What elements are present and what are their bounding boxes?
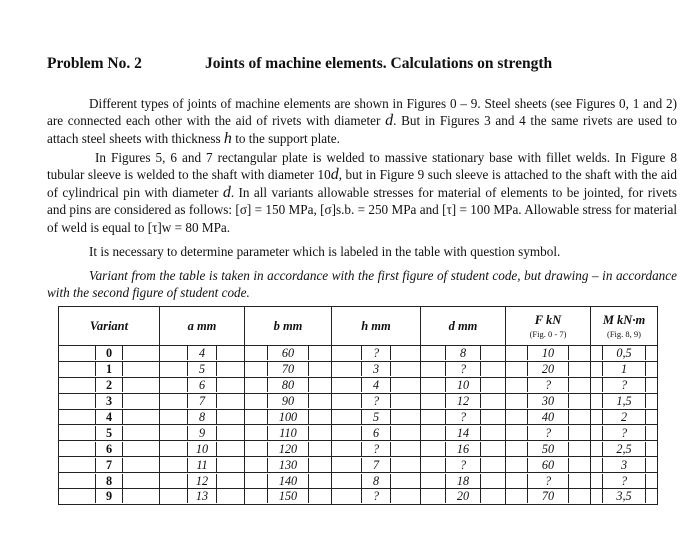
header-f-label: F kN — [534, 313, 562, 327]
table-row — [59, 346, 658, 362]
cell-value: 12 — [445, 394, 481, 408]
table-header-row — [59, 307, 658, 346]
cell-b — [245, 457, 332, 473]
cell-m — [591, 377, 658, 393]
header-f — [506, 307, 591, 346]
cell-value: 8 — [445, 346, 481, 360]
cell-variant — [59, 409, 160, 425]
cell-value: ? — [602, 426, 646, 440]
symbol-d: d — [385, 112, 394, 130]
cell-m — [591, 361, 658, 377]
cell-value: ? — [361, 346, 391, 360]
cell-a — [160, 377, 245, 393]
cell-value: 0,5 — [602, 346, 646, 360]
cell-b — [245, 393, 332, 409]
cell-m — [591, 489, 658, 505]
header-variant: Variant — [59, 307, 160, 346]
cell-value: 6 — [187, 378, 217, 392]
header-d: d mm — [421, 307, 506, 346]
cell-value: 20 — [527, 362, 569, 376]
cell-value: 100 — [267, 410, 309, 424]
cell-b — [245, 425, 332, 441]
cell-value: ? — [445, 362, 481, 376]
cell-value: ? — [445, 410, 481, 424]
cell-value: 11 — [187, 458, 217, 472]
cell-value: ? — [361, 489, 391, 503]
table-row — [59, 409, 658, 425]
cell-f — [506, 346, 591, 362]
cell-h — [332, 409, 421, 425]
cell-h — [332, 473, 421, 489]
cell-d — [421, 489, 506, 505]
cell-f — [506, 457, 591, 473]
cell-value: ? — [602, 378, 646, 392]
cell-m — [591, 393, 658, 409]
table-row — [59, 425, 658, 441]
cell-d — [421, 473, 506, 489]
cell-a — [160, 457, 245, 473]
cell-value: 2 — [95, 378, 123, 392]
cell-value: 40 — [527, 410, 569, 424]
symbol-d: d — [222, 183, 231, 201]
cell-d — [421, 441, 506, 457]
text-segment: . But in Figures 3 and 4 the same rivets are used to attach steel sheets with thickness — [47, 113, 677, 146]
cell-h — [332, 425, 421, 441]
table-row — [59, 457, 658, 473]
cell-value: 1,5 — [602, 394, 646, 408]
cell-value: 3 — [95, 394, 123, 408]
cell-b — [245, 409, 332, 425]
cell-value: 4 — [95, 410, 123, 424]
cell-m — [591, 425, 658, 441]
cell-a — [160, 409, 245, 425]
cell-a — [160, 361, 245, 377]
cell-value: ? — [527, 474, 569, 488]
text-segment: Different types of joints of machine elements are shown in Figures 0 – 9. Steel sheets (see Figures 0, 1 and 2) are connected each other with the aid of rivets with diameter — [47, 96, 677, 129]
paragraph-variant-note — [47, 267, 677, 302]
cell-value: 12 — [187, 474, 217, 488]
cell-value: ? — [527, 378, 569, 392]
cell-value: 6 — [95, 442, 123, 456]
cell-value: 80 — [267, 378, 309, 392]
text-segment: , but in Figure 9 such sleeve is attached to the shaft with the aid of cylindrical pin with diameter — [47, 167, 677, 200]
cell-value: 14 — [445, 426, 481, 440]
symbol-d: d — [330, 166, 339, 184]
cell-f — [506, 409, 591, 425]
cell-value: 8 — [95, 474, 123, 488]
cell-value: ? — [602, 474, 646, 488]
cell-variant — [59, 489, 160, 505]
cell-m — [591, 473, 658, 489]
header-a: a mm — [160, 307, 245, 346]
cell-b — [245, 377, 332, 393]
cell-f — [506, 377, 591, 393]
cell-a — [160, 441, 245, 457]
cell-m — [591, 409, 658, 425]
cell-value: 3 — [602, 458, 646, 472]
text-segment: In Figures 5, 6 and 7 rectangular plate is welded to massive stationary base with fillet welds. In Figure 8 tubular sleeve is welded to the shaft with diameter 10 — [47, 150, 677, 183]
cell-value: 120 — [267, 442, 309, 456]
cell-value: 7 — [361, 458, 391, 472]
table-row — [59, 473, 658, 489]
cell-value: 9 — [187, 426, 217, 440]
cell-value: 0 — [95, 346, 123, 360]
cell-value: 8 — [187, 410, 217, 424]
text-segment: . In all variants allowable stresses for material of elements to be jointed, for rivets and pins are considered as follows: [σ] = 150 MPa, [σ]s.b. = 250 MPa and [τ] = 100 MPa. Allowable stress for material of weld is equal to [τ]w = 80 MPa. — [47, 184, 677, 235]
cell-value: ? — [361, 442, 391, 456]
cell-variant — [59, 473, 160, 489]
cell-d — [421, 409, 506, 425]
cell-value: ? — [445, 458, 481, 472]
cell-value: 140 — [267, 474, 309, 488]
cell-b — [245, 346, 332, 362]
cell-h — [332, 346, 421, 362]
cell-value: 150 — [267, 489, 309, 503]
cell-d — [421, 393, 506, 409]
text-segment: It is necessary to determine parameter which is labeled in the table with question symbol. — [89, 244, 561, 259]
header-m-label: M kN·m — [602, 313, 646, 327]
header-m-sub: (Fig. 8, 9) — [607, 329, 641, 339]
cell-value: 90 — [267, 394, 309, 408]
cell-d — [421, 377, 506, 393]
cell-variant — [59, 361, 160, 377]
cell-variant — [59, 346, 160, 362]
cell-variant — [59, 441, 160, 457]
variants-table — [58, 306, 658, 505]
cell-d — [421, 361, 506, 377]
table-row — [59, 361, 658, 377]
cell-value: 70 — [527, 489, 569, 503]
cell-value: 2 — [602, 410, 646, 424]
cell-value: 10 — [445, 378, 481, 392]
cell-value: 3 — [361, 362, 391, 376]
cell-d — [421, 425, 506, 441]
cell-value: 110 — [267, 426, 309, 440]
cell-h — [332, 361, 421, 377]
cell-value: 9 — [95, 489, 123, 503]
cell-value: 60 — [267, 346, 309, 360]
header-f-sub: (Fig. 0 - 7) — [529, 329, 567, 339]
cell-value: 7 — [95, 458, 123, 472]
cell-value: 10 — [527, 346, 569, 360]
cell-value: 5 — [361, 410, 391, 424]
cell-f — [506, 473, 591, 489]
cell-variant — [59, 377, 160, 393]
cell-value: 6 — [361, 426, 391, 440]
header-b: b mm — [245, 307, 332, 346]
cell-value: 7 — [187, 394, 217, 408]
cell-b — [245, 361, 332, 377]
table-row — [59, 489, 658, 505]
cell-value: 30 — [527, 394, 569, 408]
cell-variant — [59, 425, 160, 441]
paragraph-task — [47, 243, 677, 260]
cell-a — [160, 425, 245, 441]
cell-b — [245, 489, 332, 505]
cell-value: 10 — [187, 442, 217, 456]
paragraph-joints — [47, 95, 677, 147]
cell-value: 8 — [361, 474, 391, 488]
paragraph-welds — [47, 149, 677, 236]
cell-value: 60 — [527, 458, 569, 472]
cell-d — [421, 457, 506, 473]
cell-value: 18 — [445, 474, 481, 488]
table-row — [59, 441, 658, 457]
cell-f — [506, 489, 591, 505]
cell-f — [506, 441, 591, 457]
symbol-h: h — [223, 129, 232, 147]
cell-variant — [59, 393, 160, 409]
cell-value: 130 — [267, 458, 309, 472]
cell-value: 5 — [95, 426, 123, 440]
cell-value: 70 — [267, 362, 309, 376]
cell-value: ? — [361, 394, 391, 408]
header-m — [591, 307, 658, 346]
cell-f — [506, 393, 591, 409]
cell-a — [160, 346, 245, 362]
cell-h — [332, 457, 421, 473]
cell-a — [160, 473, 245, 489]
cell-value: 3,5 — [602, 489, 646, 503]
cell-a — [160, 489, 245, 505]
cell-h — [332, 393, 421, 409]
cell-variant — [59, 457, 160, 473]
cell-value: 4 — [187, 346, 217, 360]
problem-header — [47, 55, 667, 73]
cell-h — [332, 489, 421, 505]
cell-value: 50 — [527, 442, 569, 456]
cell-value: 1 — [95, 362, 123, 376]
header-h: h mm — [332, 307, 421, 346]
problem-title: Joints of machine elements. Calculations on strength — [205, 55, 553, 72]
cell-m — [591, 346, 658, 362]
cell-h — [332, 377, 421, 393]
cell-f — [506, 361, 591, 377]
text-segment: to the support plate. — [231, 130, 340, 146]
cell-h — [332, 441, 421, 457]
cell-value: 13 — [187, 489, 217, 503]
cell-value: 1 — [602, 362, 646, 376]
cell-a — [160, 393, 245, 409]
cell-d — [421, 346, 506, 362]
table-row — [59, 393, 658, 409]
cell-m — [591, 457, 658, 473]
cell-value: ? — [527, 426, 569, 440]
cell-value: 2,5 — [602, 442, 646, 456]
problem-number: Problem No. 2 — [47, 55, 142, 72]
cell-f — [506, 425, 591, 441]
text-segment: Variant from the table is taken in accordance with the first figure of student code, but drawing – in accordance with the second figure of student code. — [47, 268, 677, 301]
cell-b — [245, 441, 332, 457]
cell-value: 4 — [361, 378, 391, 392]
cell-value: 20 — [445, 489, 481, 503]
cell-m — [591, 441, 658, 457]
cell-value: 5 — [187, 362, 217, 376]
cell-value: 16 — [445, 442, 481, 456]
table-row — [59, 377, 658, 393]
cell-b — [245, 473, 332, 489]
